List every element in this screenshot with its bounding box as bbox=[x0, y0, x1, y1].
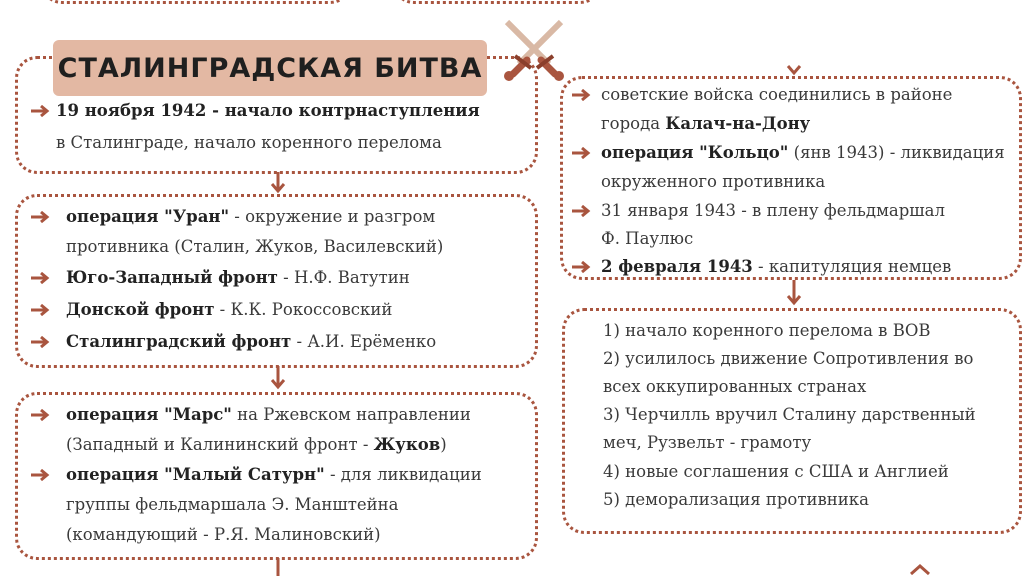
item-text: 31 января 1943 - в плену фельдмаршал bbox=[601, 201, 945, 220]
significance-item: меч, Рузвельт - грамоту bbox=[603, 433, 812, 452]
significance-item: 2) усилилось движение Сопротивления во bbox=[603, 349, 974, 368]
partial-box-top-right bbox=[392, 0, 602, 4]
operation-bold: операция "Уран" bbox=[66, 207, 230, 226]
right-arrow-icon bbox=[30, 264, 52, 292]
item-text: советские войска соединились в районе bbox=[601, 85, 953, 104]
right-arrow-icon bbox=[571, 197, 593, 225]
date-bold: 19 ноября 1942 bbox=[56, 101, 207, 120]
city-bold: Калач-на-Дону bbox=[665, 114, 811, 133]
operation-bold: операция "Кольцо" bbox=[601, 143, 789, 162]
commander-bold: Жуков bbox=[373, 435, 441, 454]
front-bold: Сталинградский фронт bbox=[66, 332, 292, 351]
box-significance bbox=[562, 308, 1022, 534]
connector-arrow bbox=[784, 280, 804, 308]
operation-bold: операция "Малый Сатурн" bbox=[66, 465, 325, 484]
right-arrow-icon bbox=[30, 296, 52, 324]
partial-box-top-left bbox=[40, 0, 352, 4]
line-text: (Западный и Калининский фронт - bbox=[66, 435, 374, 454]
item-text: - Н.Ф. Ватутин bbox=[277, 268, 410, 287]
box-operation-uranus bbox=[15, 194, 538, 368]
right-arrow-icon bbox=[30, 203, 52, 231]
significance-item: 5) деморализация противника bbox=[603, 490, 869, 509]
connector-arrow bbox=[268, 172, 288, 196]
significance-item: 1) начало коренного перелома в ВОВ bbox=[603, 321, 931, 340]
box-operation-mars bbox=[15, 392, 538, 560]
front-bold: Юго-Западный фронт bbox=[66, 268, 278, 287]
item-text: - окружение и разгром bbox=[229, 207, 436, 226]
right-arrow-icon bbox=[30, 328, 52, 356]
line-text: группы фельдмаршала Э. Манштейна bbox=[66, 495, 399, 514]
line-text: в Сталинграде, начало коренного перелома bbox=[56, 133, 442, 152]
right-arrow-icon bbox=[30, 401, 52, 429]
line-text: (командующий - Р.Я. Малиновский) bbox=[66, 525, 381, 544]
front-bold: Донской фронт bbox=[66, 300, 215, 319]
item-text: - А.И. Ерёменко bbox=[291, 332, 437, 351]
line-text: ) bbox=[440, 435, 447, 454]
page-title: СТАЛИНГРАДСКАЯ БИТВА bbox=[53, 40, 487, 96]
connector-arrow bbox=[268, 366, 288, 392]
connector-arrow bbox=[908, 562, 932, 576]
connector-arrow bbox=[268, 558, 288, 576]
line-text: города bbox=[601, 114, 666, 133]
date-bold: 2 февраля 1943 bbox=[601, 257, 753, 276]
item-text: (янв 1943) - ликвидация bbox=[788, 143, 1005, 162]
event-bold: - начало контрнаступления bbox=[206, 101, 480, 120]
significance-item: всех оккупированных странах bbox=[603, 377, 867, 396]
box-encirclement bbox=[560, 76, 1022, 280]
item-text: - К.К. Рокоссовский bbox=[214, 300, 393, 319]
significance-item: 3) Черчилль вручил Сталину дарственный bbox=[603, 405, 976, 424]
line-text: противника (Сталин, Жуков, Василевский) bbox=[66, 237, 444, 256]
significance-item: 4) новые соглашения с США и Англией bbox=[603, 462, 949, 481]
right-arrow-icon bbox=[571, 139, 593, 167]
right-arrow-icon bbox=[571, 253, 593, 281]
right-arrow-icon bbox=[571, 81, 593, 109]
right-arrow-icon bbox=[30, 97, 52, 125]
right-arrow-icon bbox=[30, 461, 52, 489]
crossed-swords-icon bbox=[497, 14, 571, 84]
item-text: - капитуляция немцев bbox=[752, 257, 952, 276]
operation-bold: операция "Марс" bbox=[66, 405, 232, 424]
item-text: - для ликвидации bbox=[324, 465, 482, 484]
line-text: окруженного противника bbox=[601, 172, 826, 191]
item-text: на Ржевском направлении bbox=[231, 405, 471, 424]
line-text: Ф. Паулюс bbox=[601, 229, 694, 248]
